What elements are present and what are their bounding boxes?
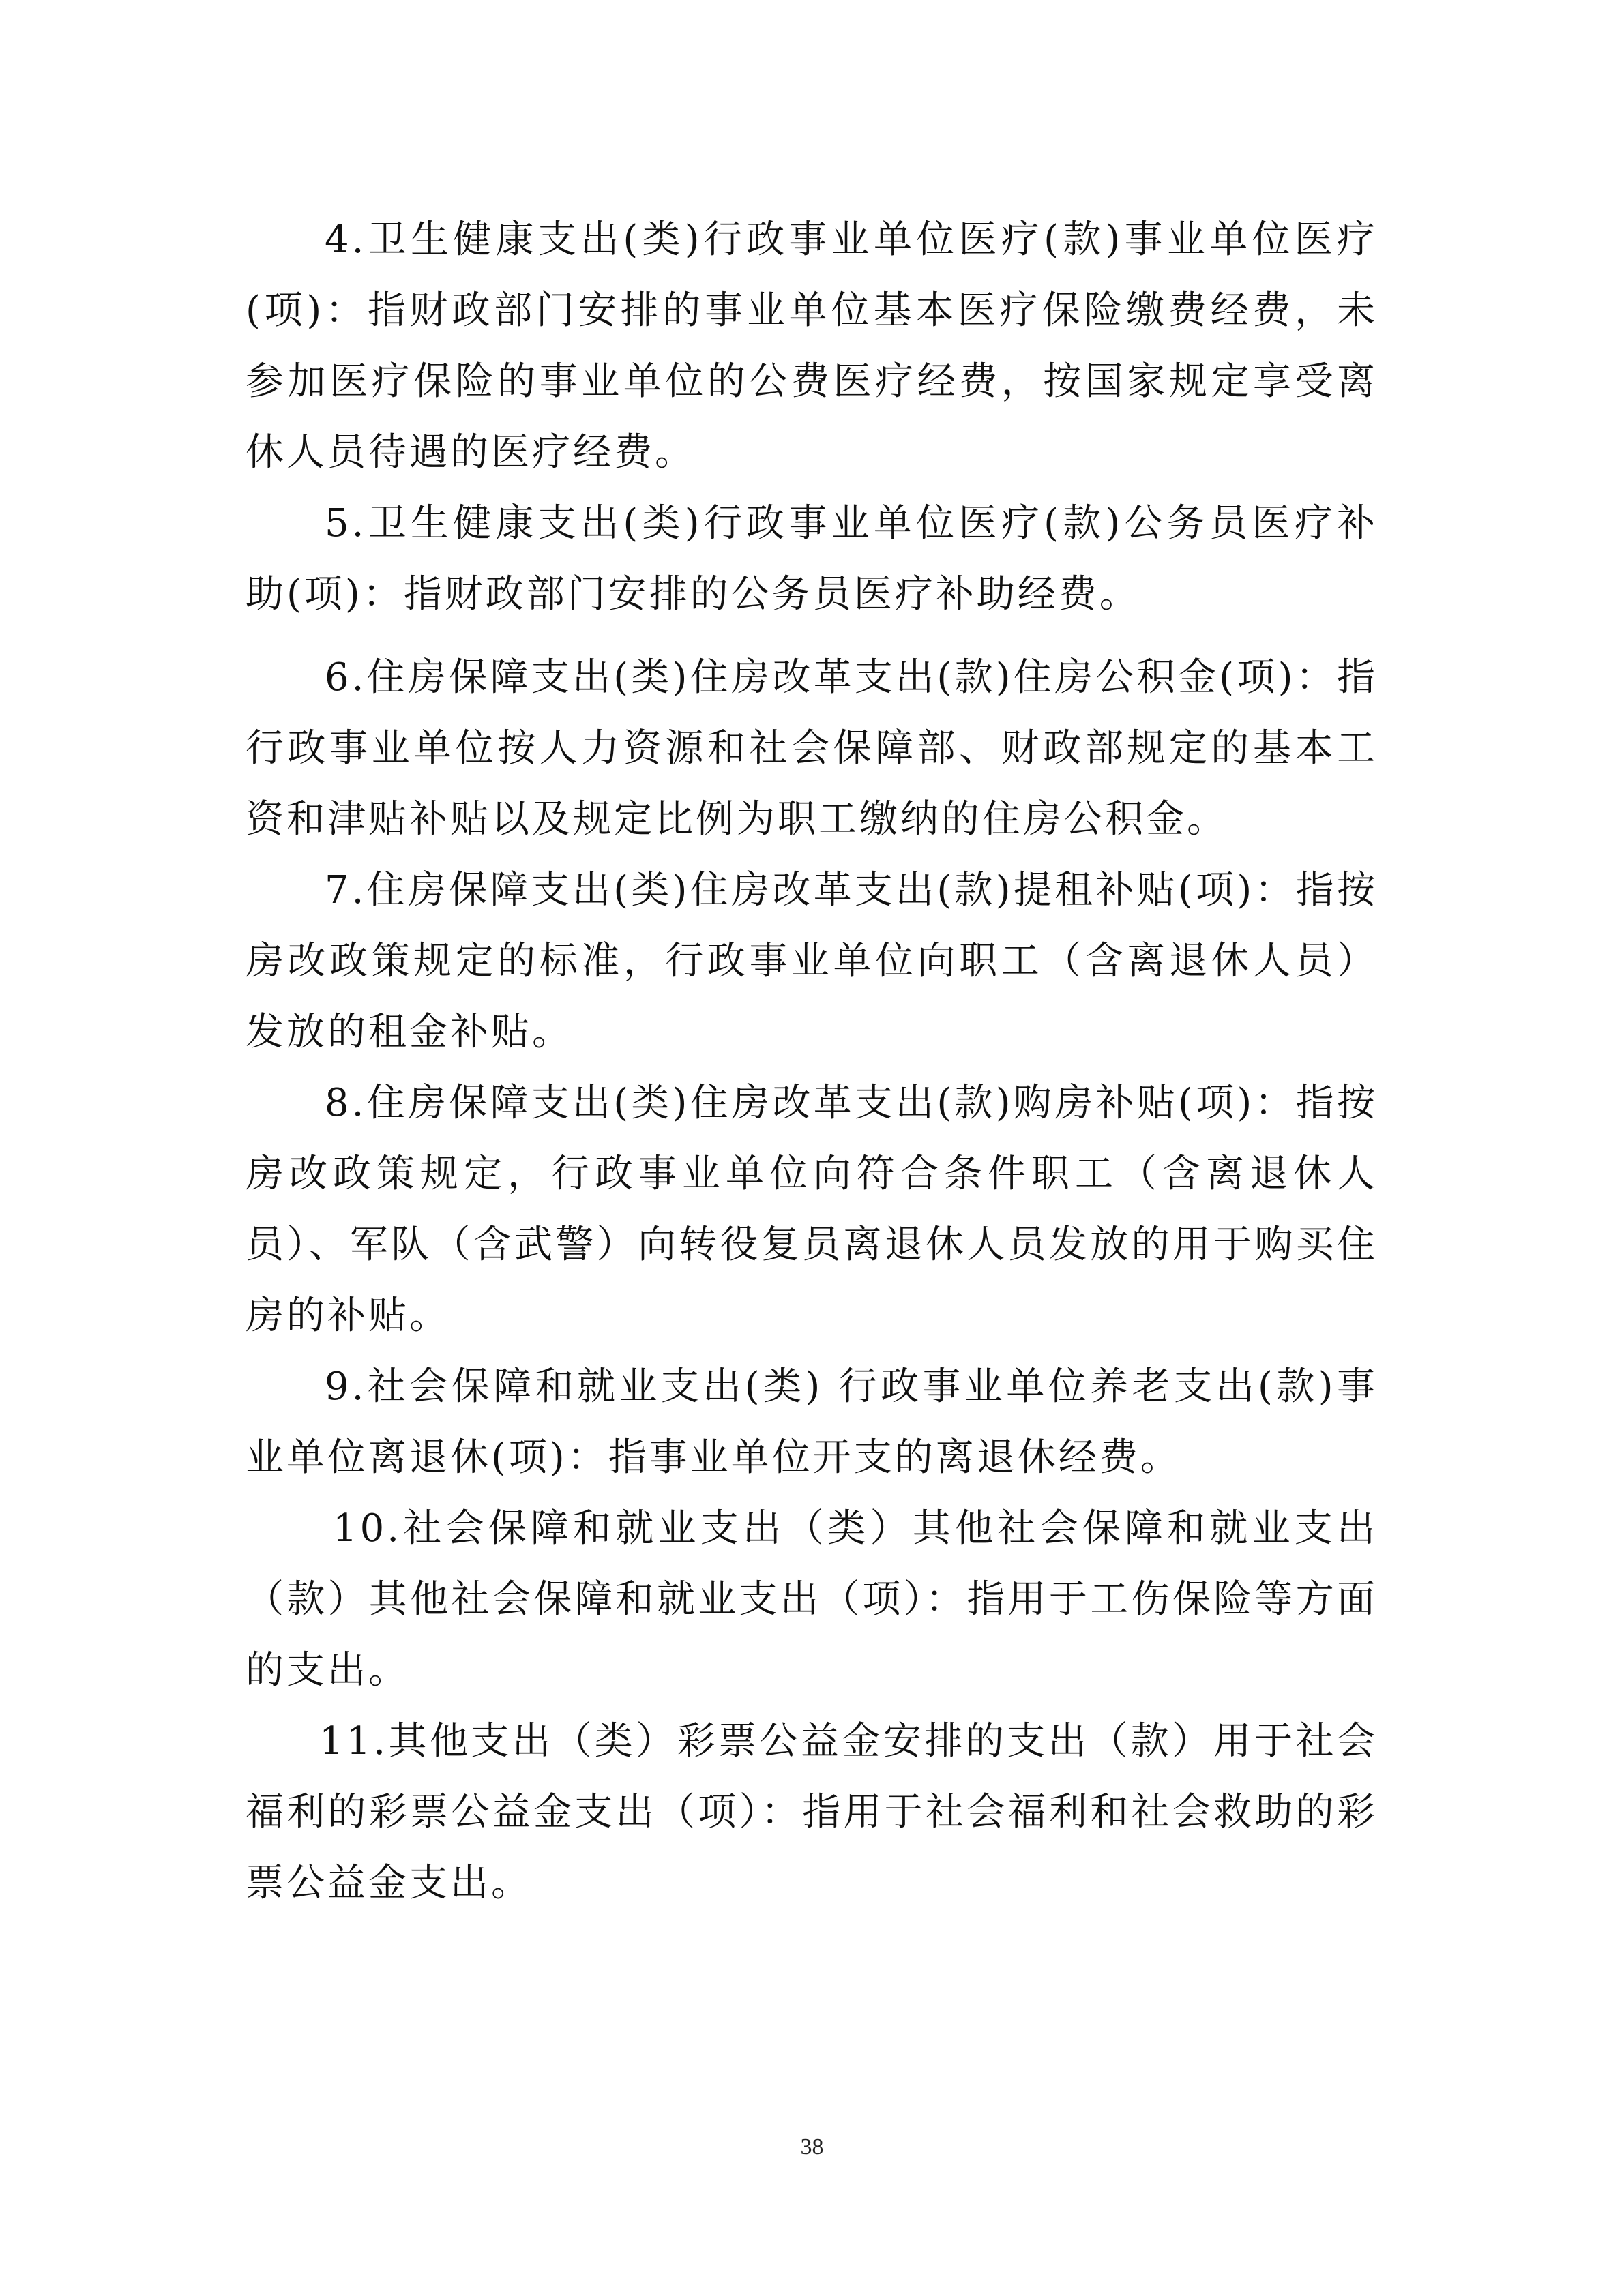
paragraph-item-8: 8.住房保障支出(类)住房改革支出(款)购房补贴(项)：指按房改政策规定，行政事业单位向符合条件职工（含离退休人员）、军队（含武警）向转役复员离退休人员发放的用于购买住房的补贴。 bbox=[246, 1081, 1378, 1338]
paragraph-item-7: 7.住房保障支出(类)住房改革支出(款)提租补贴(项)：指按房改政策规定的标准，行政事业单位向职工（含离退休人员）发放的租金补贴。 bbox=[246, 868, 1378, 1054]
document-body bbox=[246, 205, 1378, 1919]
page-number: 38 bbox=[800, 2134, 824, 2160]
paragraph-item-6: 6.住房保障支出(类)住房改革支出(款)住房公积金(项)：指行政事业单位按人力资源和社会保障部、财政部规定的基本工资和津贴补贴以及规定比例为职工缴纳的住房公积金。 bbox=[246, 655, 1378, 841]
paragraph-item-11: 11.其他支出（类）彩票公益金安排的支出（款）用于社会福利的彩票公益金支出（项）：指用于社会福利和社会救助的彩票公益金支出。 bbox=[246, 1719, 1378, 1905]
paragraph-item-5: 5.卫生健康支出(类)行政事业单位医疗(款)公务员医疗补助(项)：指财政部门安排的公务员医疗补助经费。 bbox=[246, 501, 1378, 616]
paragraph-item-4: 4.卫生健康支出(类)行政事业单位医疗(款)事业单位医疗(项)：指财政部门安排的事业单位基本医疗保险缴费经费，未参加医疗保险的事业单位的公费医疗经费，按国家规定享受离休人员待遇的医疗经费。 bbox=[246, 218, 1378, 475]
paragraph-item-10: 10.社会保障和就业支出（类）其他社会保障和就业支出（款）其他社会保障和就业支出（项）：指用于工伤保险等方面的支出。 bbox=[246, 1506, 1378, 1693]
paragraph-item-9: 9.社会保障和就业支出(类) 行政事业单位养老支出(款)事业单位离退休(项)：指事业单位开支的离退休经费。 bbox=[246, 1365, 1378, 1480]
